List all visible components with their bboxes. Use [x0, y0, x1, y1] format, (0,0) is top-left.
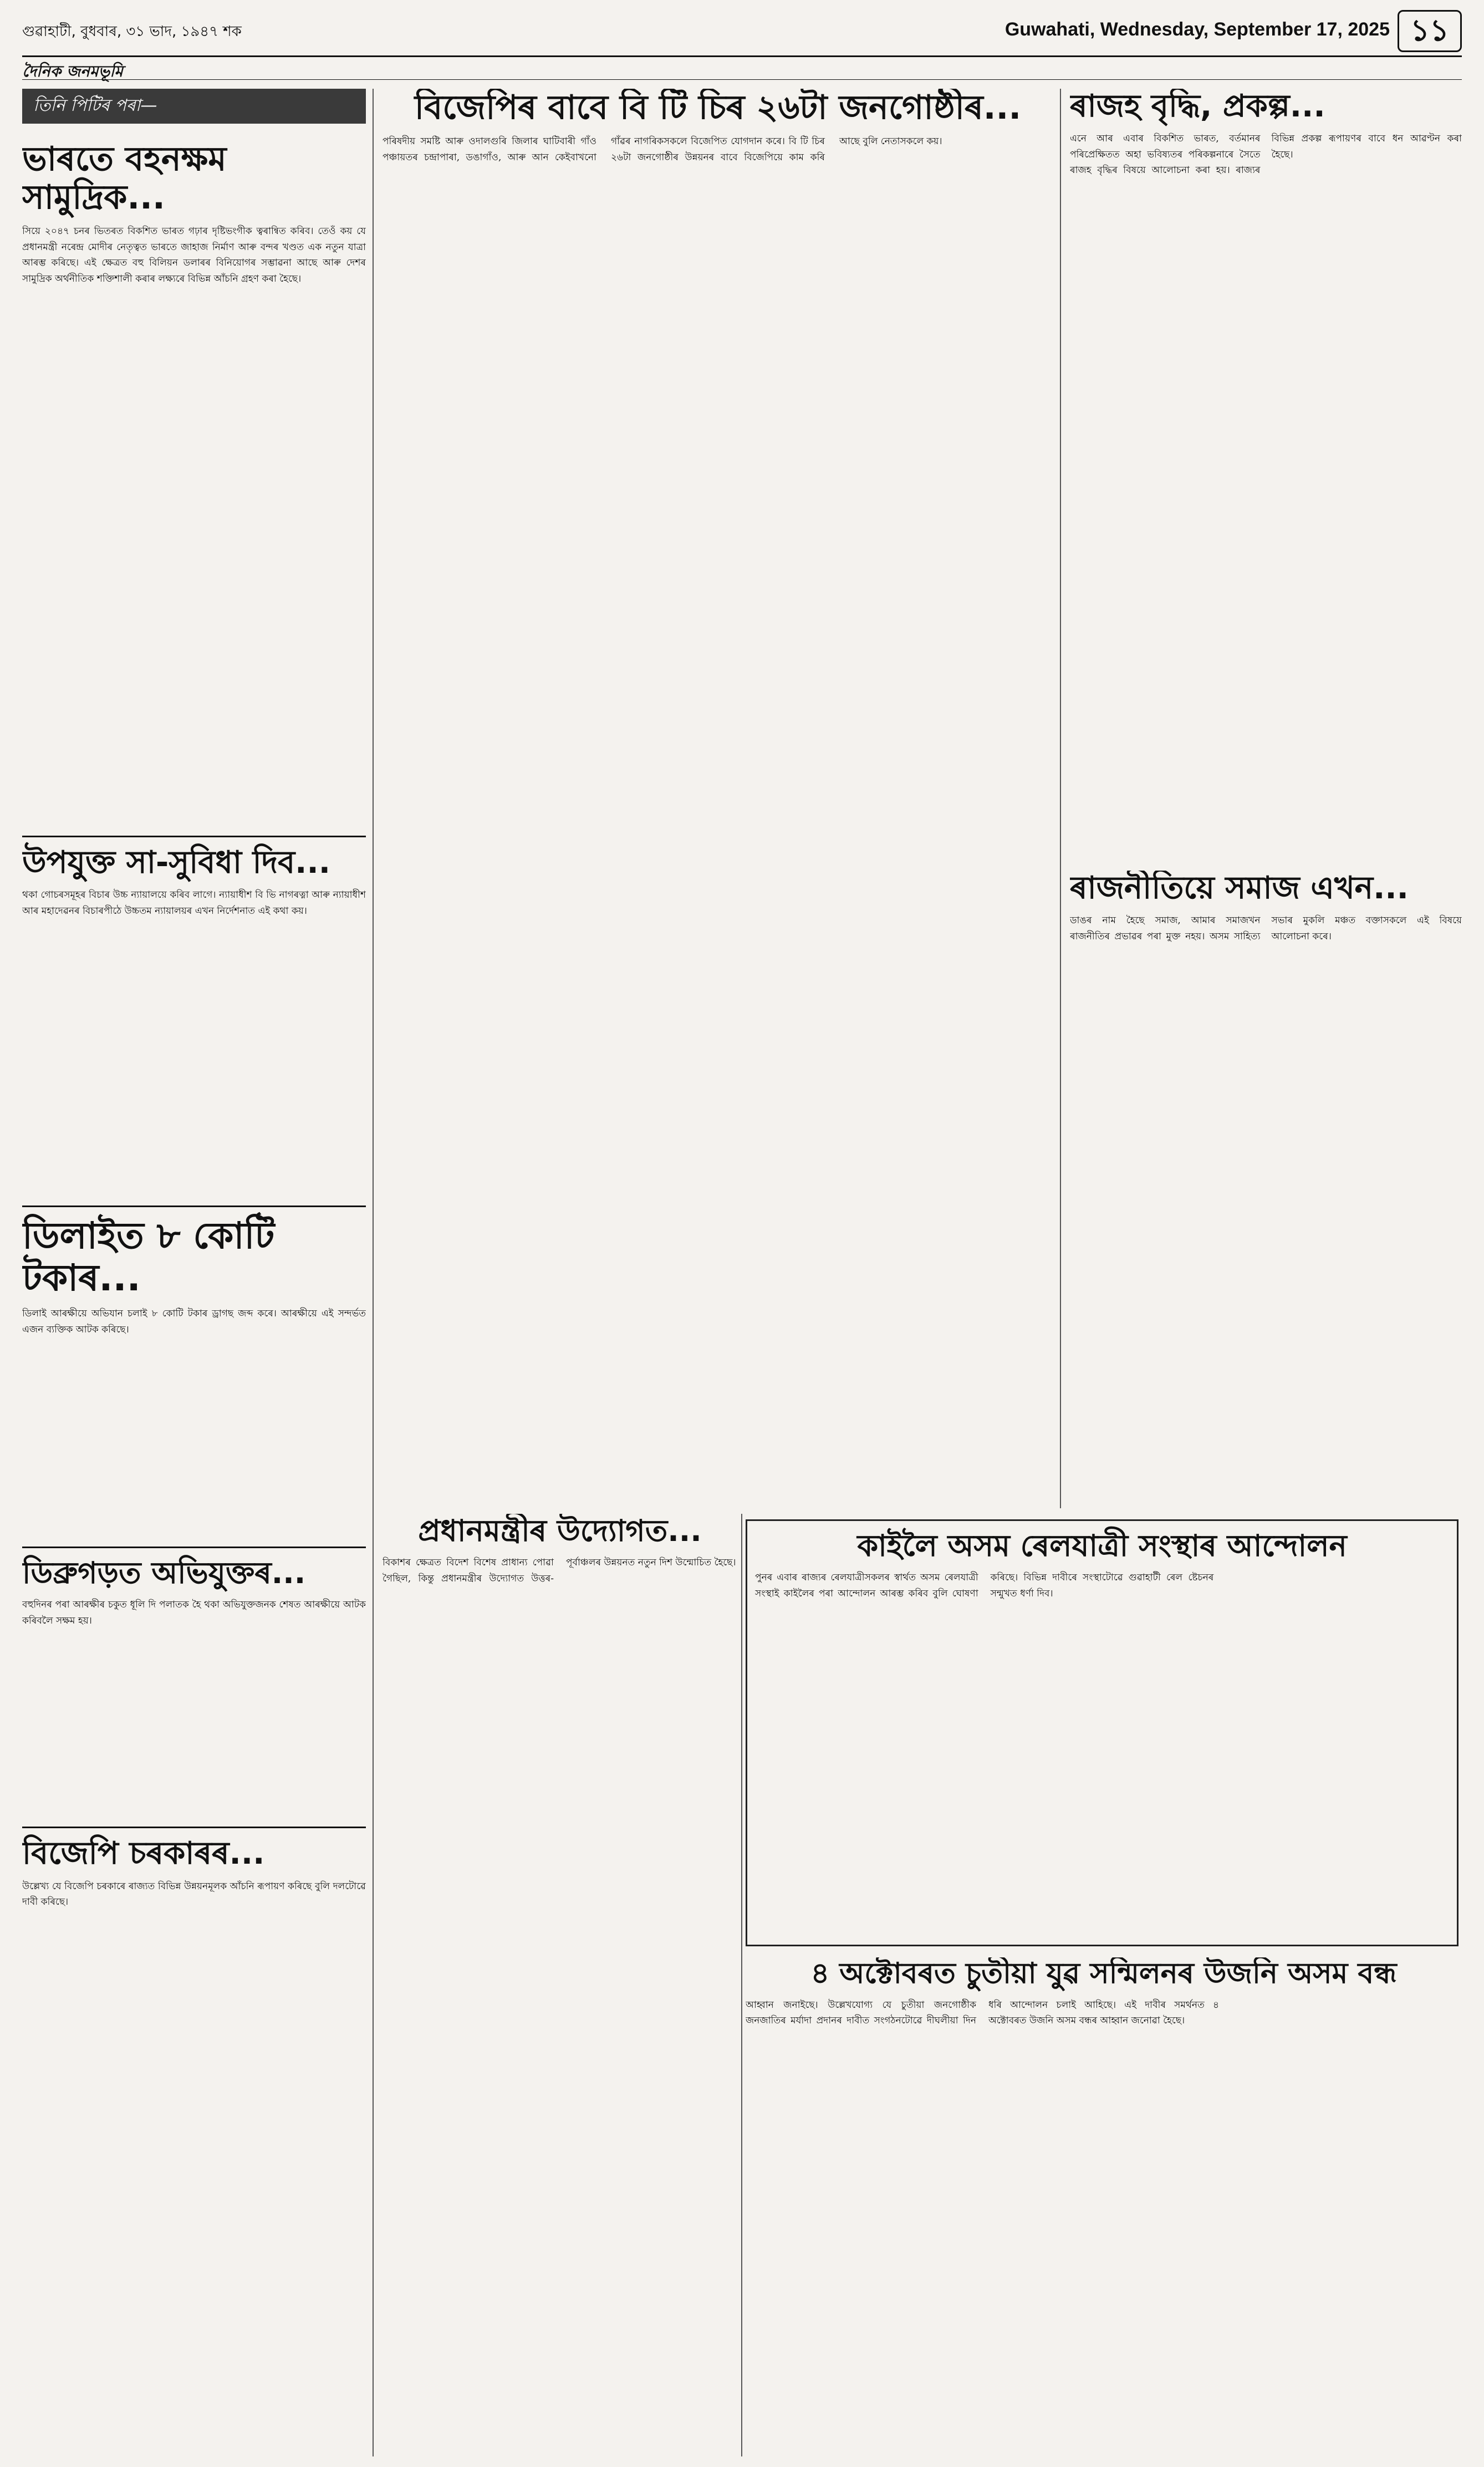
masthead	[22, 55, 1462, 80]
article-a7	[383, 1514, 737, 2456]
article-a2	[22, 845, 366, 1198]
section-kicker: তিনি পিটিৰ পৰা—	[22, 89, 366, 124]
headline: কাইলৈ অসম ৰেলযাত্ৰী সংস্থাৰ আন্দোলন	[857, 1528, 1347, 1563]
article-body: ডাঙৰ নাম হৈছে সমাজ, আমাৰ সমাজখন ৰাজনীতিৰ প্ৰভাৱৰ পৰা মুক্ত নহয়। অসম সাহিত্য সভাৰ মুকলি মঞ্চত বক্তাসকলে এই বিষয়ে আলোচনা কৰে।	[1070, 915, 1462, 942]
page-header	[22, 10, 1462, 53]
article-a11	[746, 1957, 1462, 2456]
article-body: আহ্বান জনাইছে। উল্লেখযোগ্য যে চুতীয়া জনগোষ্ঠীক জনজাতিৰ মৰ্যাদা প্ৰদানৰ দাবীত সংগঠনটোৱে দীঘলীয়া দিন ধৰি আন্দোলন চলাই আহিছে। এই দাবীৰ সমৰ্থনত ৪ অক্টোবৰত উজনি অসম বন্ধৰ আহ্বান জনোৱা হৈছে।	[746, 1999, 1219, 2027]
masthead-title: দৈনিক জনমভূমি	[22, 62, 123, 80]
headline: ডিলাইত ৮ কোটি টকাৰ...	[22, 1214, 275, 1300]
column-divider	[1060, 89, 1061, 1508]
left-column	[22, 89, 366, 2456]
article-body: উল্লেখ্য যে বিজেপি চৰকাৰে ৰাজ্যত বিভিন্ন উন্নয়নমূলক আঁচনি ৰূপায়ণ কৰিছে বুলি দলটোৱে দাবী কৰিছে।	[22, 1880, 366, 1908]
divider	[22, 836, 366, 837]
dateline-right: Guwahati, Wednesday, September 17, 2025	[1004, 19, 1390, 40]
column-divider	[741, 1514, 742, 2456]
headline: ৰাজনীতিয়ে সমাজ এখন...	[1070, 871, 1409, 906]
article-body: বহুদিনৰ পৰা আৰক্ষীৰ চকুত ধূলি দি পলাতক হৈ থকা অভিযুক্তজনক শেষত আৰক্ষীয়ে আটক কৰিবলৈ সক্ষম হয়।	[22, 1599, 366, 1626]
article-body: থকা গোচৰসমূহৰ বিচাৰ উচ্চ ন্যায়ালয়ে কৰিব লাগে। ন্যায়াধীশ বি ভি নাগৰত্না আৰু ন্যায়াধীশ আৰ মহাদেৱনৰ বিচাৰপীঠে উচ্চতম ন্যায়ালয়ৰ এখন নিৰ্দেশনাত এই কথা কয়।	[22, 889, 366, 917]
headline: ভাৰতে বহনক্ষম সামুদ্ৰিক...	[22, 140, 227, 217]
headline: বিজেপিৰ বাবে বি টি চিৰ ২৬টা জনগোষ্ঠীৰ...	[414, 89, 1022, 127]
divider	[22, 1827, 366, 1828]
article-body: পৰিষদীয় সমষ্টি আৰু ওদালগুৰি জিলাৰ ঘাটিবাৰী গাঁও পঞ্চায়তৰ চন্দ্ৰাপাৰা, ডঙাগাঁও, আৰু আন কেইবাখনো গাঁৱৰ নাগৰিকসকলে বিজেপিত যোগদান কৰে। বি টি চিৰ ২৬টা জনগোষ্ঠীৰ উন্নয়নৰ বাবে বিজেপিয়ে কাম কৰি আছে বুলি নেতাসকলে কয়।	[383, 136, 942, 163]
column-divider	[373, 89, 374, 2456]
article-a8	[1070, 89, 1462, 859]
headline: ৰাজহ বৃদ্ধি, প্ৰকল্প...	[1070, 89, 1325, 124]
article-body: ডিলাই আৰক্ষীয়ে অভিযান চলাই ৮ কোটি টকাৰ ড্ৰাগছ জব্দ কৰে। আৰক্ষীয়ে এই সন্দৰ্ভত এজন ব্যক্তিক আটক কৰিছে।	[22, 1308, 366, 1335]
page-number: ১১	[1398, 10, 1462, 52]
headline: ডিব্ৰুগড়ত অভিযুক্তৰ...	[22, 1555, 306, 1591]
article-a9	[1070, 871, 1462, 1508]
article-body: এনে আৰ এবাৰ বিকশিত ভাৰত, বৰ্তমানৰ পৰিপ্ৰেক্ষিতত অহা ভবিষ্যতৰ পৰিকল্পনাৰে সৈতে ৰাজহ বৃদ্ধিৰ বিষয়ে আলোচনা কৰা হয়। ৰাজ্যৰ বিভিন্ন প্ৰকল্প ৰূপায়ণৰ বাবে ধন আৱণ্টন কৰা হৈছে।	[1070, 133, 1462, 176]
dateline-left: গুৱাহাটী, বুধবাৰ, ৩১ ভাদ, ১৯৪৭ শক	[22, 23, 242, 40]
article-body: সিয়ে ২০৪৭ চনৰ ভিতৰত বিকশিত ভাৰত গঢ়াৰ দৃষ্টিভংগীক ত্বৰান্বিত কৰিব। তেওঁ কয় যে প্ৰধানমন্ত্ৰী নৰেন্দ্ৰ মোদীৰ নেতৃত্বত ভাৰতে জাহাজ নিৰ্মাণ আৰু বন্দৰ খণ্ডত এক নতুন যাত্ৰা আৰম্ভ কৰিছে। এই ক্ষেত্ৰত বহু বিলিয়ন ডলাৰৰ বিনিয়োগৰ সম্ভাৱনা আছে আৰু দেশৰ সামুদ্ৰিক অৰ্থনীতিক শক্তিশালী কৰাৰ লক্ষ্যৰে বিভিন্ন আঁচনি গ্ৰহণ কৰা হৈছে।	[22, 226, 366, 284]
headline: প্ৰধানমন্ত্ৰীৰ উদ্যোগত...	[418, 1514, 702, 1548]
article-body: বিকাশৰ ক্ষেত্ৰত বিদেশ বিশেষ প্ৰাধান্য পোৱা গৈছিল, কিন্তু প্ৰধানমন্ত্ৰীৰ উদ্যোগত উত্তৰ-পূৰ্বাঞ্চলৰ উন্নয়নত নতুন দিশ উন্মোচিত হৈছে।	[383, 1557, 736, 1584]
article-a4	[22, 1556, 366, 1819]
article-body: পুনৰ এবাৰ ৰাজ্যৰ ৰেলযাত্ৰীসকলৰ স্বাৰ্থত অসম ৰেলযাত্ৰী সংস্থাই কাইলৈৰ পৰা আন্দোলন আৰম্ভ কৰিব বুলি ঘোষণা কৰিছে। বিভিন্ন দাবীৰে সংস্থাটোৱে গুৱাহাটী ৰেল ষ্টেচনৰ সন্মুখত ধৰ্ণা দিব।	[755, 1572, 1214, 1599]
article-a6	[383, 89, 1053, 1508]
divider	[22, 1205, 366, 1207]
article-a5	[22, 1836, 366, 2189]
article-a3	[22, 1215, 366, 1539]
headline: ৪ অক্টোবৰত চুতীয়া যুৱ সন্মিলনৰ উজনি অসম বন্ধ	[810, 1957, 1397, 1990]
headline: উপযুক্ত সা-সুবিধা দিব...	[22, 845, 330, 881]
divider	[22, 1547, 366, 1548]
headline: বিজেপি চৰকাৰৰ...	[22, 1835, 265, 1872]
article-a10	[746, 1519, 1458, 1946]
article-a1	[22, 140, 366, 828]
